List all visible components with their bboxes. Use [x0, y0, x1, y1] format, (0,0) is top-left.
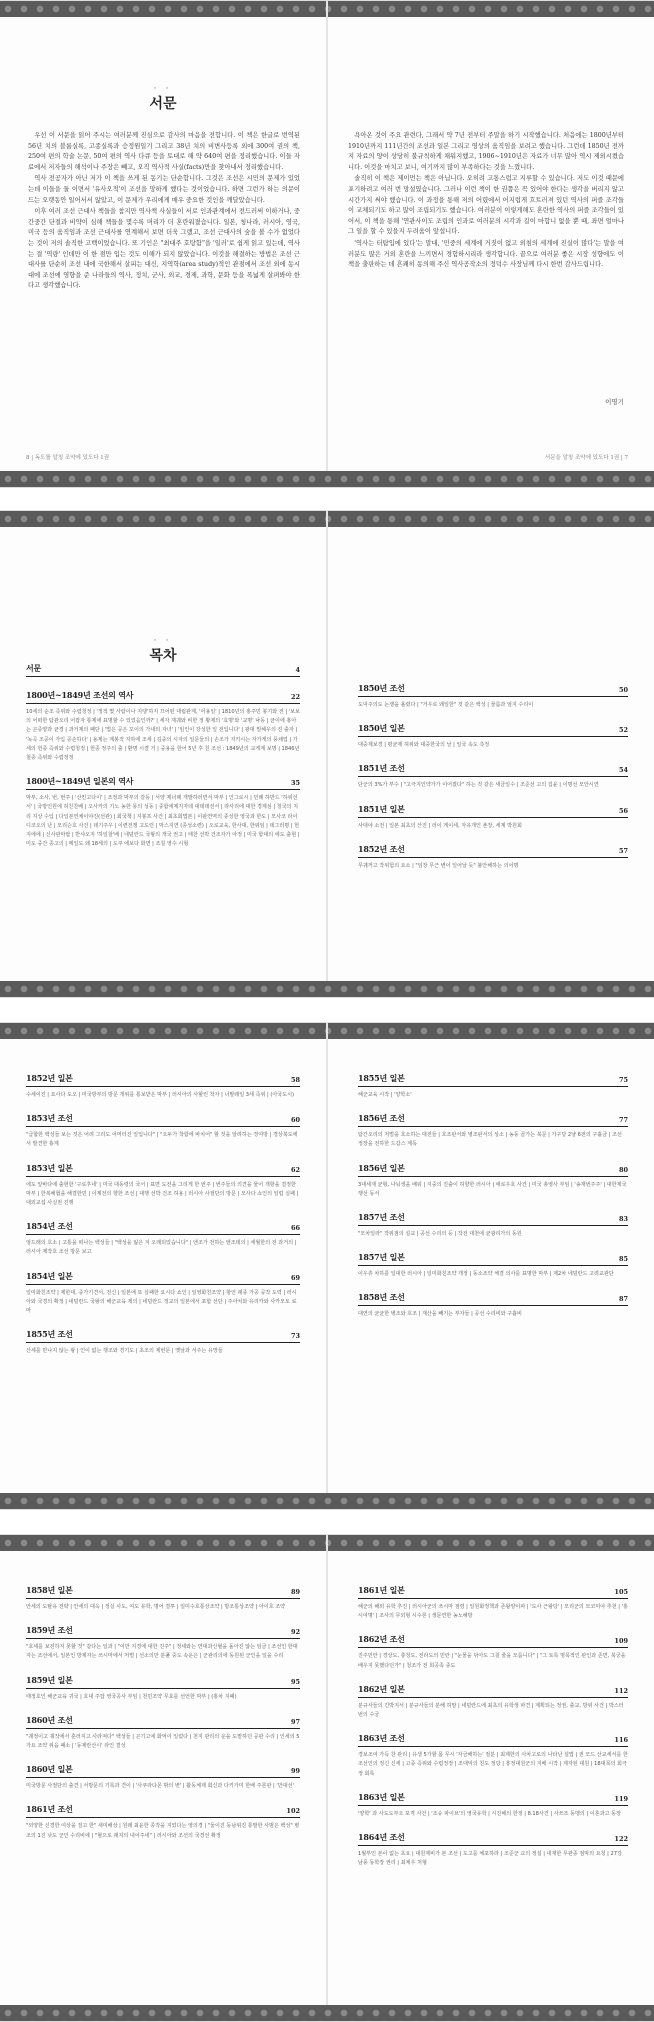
toc-entry-title: 1857년 일본 [358, 1252, 405, 1263]
toc-entry-items: 태정호인 해군교육 귀국 | 호대 주잡 영국공사 부임 | 천민조약 무효를 선언한 막부 | (홍차 지폐) [26, 1693, 237, 1700]
toc-entry-page: 80 [618, 1165, 628, 1174]
toc-entry[interactable] [26, 1715, 300, 1751]
toc-entry-title: 1800년~1849년 일본의 역사 [26, 776, 134, 787]
preface-page-left [0, 1, 326, 487]
toc-entry-title: 1859년 조선 [26, 1625, 73, 1636]
preface-title: · · 서문 [0, 85, 326, 113]
toc-entry-title: 1850년 일본 [358, 723, 405, 734]
toc-entry[interactable] [26, 1271, 300, 1317]
toc-entry[interactable] [26, 690, 300, 763]
toc-entry[interactable] [26, 1804, 300, 1840]
toc-entry[interactable] [26, 663, 300, 677]
toc-spread-3 [0, 1534, 654, 2022]
toc-entry-page: 87 [618, 1295, 628, 1304]
toc-entry-title: 1853년 일본 [26, 1162, 73, 1173]
toc-entry-page: 69 [290, 1273, 300, 1282]
toc-entry[interactable] [358, 1073, 628, 1100]
toc-title: · · 목차 [0, 637, 326, 665]
toc-entry-items: 분규사들의 긴박지서 | 분규사들의 분해 허말 | 네덜란드에 최초의 유학생 파견 | 계획되는 정권, 출교, 방위 사건 | 박스터번의 수궁 [358, 1702, 624, 1719]
toc-entry-page: 66 [290, 1224, 300, 1233]
toc-entry-items: 사대야 소전 | 일본 최초의 산진 | 러이 게이세, 자유개인 촌장, 세계 박원회 [358, 822, 522, 829]
toc-entry-items: 수세이진 | 요사다 도오 | 미국방부의 방문 개위를 통보받은 막부 | 러시아의 사할린 착자 | 너발래일 3세 즉위 | (아국도시) [26, 1092, 294, 1098]
toc-entry-page: 109 [614, 1637, 628, 1646]
toc-page-right [328, 511, 654, 997]
toc-entry-items: 3대세재 균형, 나눠생을 배워 | 지중의 진출이 허향한 러시아 | 애로우호 사건 | 미국 총영사 부임 | '송재번주주' | 대한제국행선 동서 [358, 1181, 627, 1197]
toc-entry-items: 무궤꺼고 작위험의 요소 | "임장 무근 변이 일어날 듯" 불안해하는 의어명 [358, 862, 519, 869]
toc-entry-title: 1863년 조선 [358, 1733, 405, 1744]
toc-entry-items: 단군의 3%가 부수 | "고극지인약가가 이어졌다" 하는 것 같은 세금일수 | 조준선 고의 집윤 | 이명선 모안시연 [358, 782, 599, 789]
toc-entry-page: 57 [618, 846, 628, 855]
toc-entry[interactable] [358, 1113, 628, 1149]
toc-entry-title: 1861년 조선 [26, 1804, 73, 1815]
toc-entry[interactable] [26, 1073, 300, 1100]
toc-entry-title: 1850년 조선 [358, 683, 405, 693]
toc-entry-title: 1858년 조선 [358, 1292, 405, 1303]
folio-left: 8 | 독도를 알칭 조약에 있도다 1권 [26, 455, 110, 461]
toc-page-right [328, 1535, 654, 2021]
toc-entry[interactable] [26, 1675, 300, 1702]
toc-entry-items: 대연의 균균한 병조와 호조 | 재산을 빼기는 부자들 | 공선 수리비와 구휼비 [358, 1311, 522, 1318]
toc-entry-title: 1859년 일본 [26, 1674, 73, 1685]
toc-entry-page: 122 [614, 1835, 628, 1844]
toc-list [26, 1073, 300, 1369]
toc-entry-title: 1856년 조선 [358, 1113, 405, 1124]
toc-entry-items: 일미화친조약 | 제한대, 증가기견서, 전신 | 일본에 또 실패한 요시다 쇼인 | 일영화친조약 | 항언 괘종 가공 공작 도력 | 러시아와 국경의 확정 | 네덜란드 국왕의 해군교육 제의 | 네덜란드 정교의 일본에서 포함 선단 | 주아치와 유리카와 사카모토 료마 [26, 1289, 297, 1315]
preface-paragraph: 솔직히 이 책은 제이먼는 책은 아닙니다. 오히려 고통스럽고 지루할 수 있습니다. 저도 이것 때문에 포기하려고 여러 번 망설였습니다. 그러나 이런 책이 한 권쯤은 꼭 있어야 한다는 생각을 버리지 않고 시간가지 써야 했습니다. 이 과정을 통해 저의 어렸에서 어지럽게 흐트러져 있던 역사의 퍼즐 조각들이 교체되기도 하고 많이 조립되기도 했습니다. 여러분이 이렇게해도 혼란한 역사의 퍼즐 조각들이 있어서, 이 책을 통해 '연관사이도 조립의 인과로 여러분의 시각과 길이 마합니 없을 뿐 때, 좌면 얼마나 그 일을 할 수 있을지 두려움이 앞섭니다. [348, 175, 624, 236]
preface-paragraph: 욕아온 것이 주요 관련다, 그래서 약 7년 전부터 주말을 하기 시작했습니다. 처음에는 1800년부터 1910년까지 111년간의 조선과 일본 그리고 영상의 움직임을 보려고 했습니다. 그런데 1850년 전까지 자료의 양이 상당히 불규칙하게 채워지했고, 1906~1910년은 자료가 너무 많아 역시 제외시켰습니다. 이것을 마치고 보니, 여기까지 많이 부족하다는 것을 느꼈니다. [348, 132, 624, 171]
folio-right: 서문을 알칭 조약에 있도다 1권 | 7 [544, 455, 628, 461]
decorative-band [0, 981, 654, 997]
toc-entry-title: 1851년 일본 [358, 803, 405, 814]
toc-entry[interactable] [358, 1212, 628, 1239]
toc-page-left [0, 1023, 326, 1509]
toc-entry-page: 50 [618, 686, 628, 694]
toc-entry-head [26, 776, 300, 790]
toc-entry-page: 89 [290, 1588, 300, 1596]
toc-list [358, 1073, 628, 1333]
toc-entry[interactable] [358, 723, 628, 750]
toc-entry-title: 1856년 일본 [358, 1162, 405, 1173]
toc-entry-page: 116 [614, 1736, 628, 1745]
toc-entry-page: 52 [618, 726, 628, 735]
toc-entry-page: 73 [290, 1332, 300, 1341]
toc-entry-page: 4 [295, 666, 300, 674]
toc-entry-page: 75 [618, 1076, 628, 1084]
toc-entry-page: 77 [618, 1116, 628, 1125]
toc-entry-head [26, 663, 300, 677]
toc-entry[interactable] [358, 1252, 628, 1279]
preface-text-right [348, 131, 624, 272]
toc-entry-items: "외양한 신경한 여상을 질고 한" 새미해상 | 원래 최윤한 종작을 지었다는 영의경 | "둘이진 동남위진 통발한 사범은 백성" 병조의 1진 낫도 군인 수리비에 | "혈으로 괘지의 내어주네" | 러시아와 조선의 국경선 확정 [26, 1823, 300, 1839]
toc-list [358, 683, 628, 884]
toc-entry-title: 1864년 조선 [358, 1832, 405, 1843]
toc-entry-page: 105 [614, 1588, 628, 1596]
toc-entry-items: 미국방문 사절단의 출견 | 서방문의 기록과 견이 | '사쿠라다몬 밖의 변' | 활동체제 회신과 다키가미 한배 주론관 | '만대선' [26, 1783, 294, 1790]
toc-entry[interactable] [358, 844, 628, 871]
toc-entry-items: 에도 앞바다에 출현한 '구로후네' | 미국 대동령의 국서 | 표면 도전을 그리게 한 번주 | 번주들의 의견을 물어 개항을 결정한 막부 | 한복해협을 해결한민 | 이제전의 향한 조선 | 대행 선박 건조 허용 | 러시아 사절단의 방문 | 모사다 쇼인의 일럽 실패 | 대외교섭 사실권 진행 [26, 1181, 299, 1207]
toc-entry[interactable] [358, 1832, 628, 1868]
toc-entry-title: 1858년 일본 [26, 1585, 73, 1595]
toc-page-left [0, 1535, 326, 2021]
toc-list [26, 663, 300, 862]
toc-entry[interactable] [358, 1585, 628, 1621]
toc-entry-items: 해군의 해외 유학 추진 | 러시아군의 쓰시마 점령 | 일원화정책과 존왕양이파 | '도사 근왕당' | 모리군의 모코미야 추천 | '홍시여명' | 조사의 무외형 시수론 | 생문연한 농노해방 [358, 1604, 628, 1620]
toc-spread-2 [0, 1022, 654, 1510]
title-dots: · · [153, 85, 173, 92]
toc-entry-items: 1월부인 본이 없는 초요 | 대원제비가 본 조선 | 도고를 체포하라 | 조준군 교의 정설 | 내재한 무관종 점막의 요청 | 27강 남풍 동학장 권리 | 최제우 처형 [358, 1851, 622, 1867]
toc-entry-items: 도덕주의도 논쟁을 올렸다 | "거우로 왜일한" 것 같은 백성 | 물름과 엄지 수리이 [358, 702, 534, 708]
toc-entry[interactable] [358, 1684, 628, 1720]
toc-entry-head [26, 690, 300, 704]
toc-entry[interactable] [358, 1792, 628, 1819]
toc-entry-items: 대중제보경 | 평균제 허위와 대중한국의 날 | 일국 속도 측정 [358, 742, 490, 749]
toc-entry-title: 1855년 일본 [358, 1073, 405, 1083]
toc-page-left [0, 511, 326, 997]
toc-entry-page: 102 [286, 1807, 300, 1816]
toc-entry[interactable] [26, 1764, 300, 1791]
toc-entry-page: 85 [618, 1255, 628, 1264]
toc-entry-page: 58 [290, 1076, 300, 1084]
toc-entry[interactable] [358, 763, 628, 790]
toc-list [358, 1585, 628, 1881]
toc-entry-page: 60 [290, 1116, 300, 1125]
toc-spread-1 [0, 510, 654, 998]
toc-entry[interactable] [358, 1634, 628, 1670]
preface-paragraph: 이후 여러 조선 근대사 책들을 참지만 역사책 사실들이 서로 인과관계에서 전드러써 이하거나, 중간중간 단절과 비약이 심해 책들을 몇수록 머리가 더 혼란워졌습니다. 일본, 청나라, 러시아, 영국, 미국 등의 움직임과 조선 근대사를 연계해서 보면 더욱 그랬고, 조선 근대사의 숲을 볼 수가 없었다는 것이 저의 솔직한 고백이었습니다. 또 기인은 "최대주 호탕함"을 '일러'로 쉽게 읽고 있는데, 역사는 결 '역량' 인데만 이 한 점만 입는 것도 이해가 되지 않았습니다. 이것을 해결하는 방법은 조선 근대사를 단순히 조선 내에 국한해서 살피는 대신, 지역학(area study)적인 관점에서 조선 외에 동시대에 조선에 영향을 준 나라들의 역사, 정치, 군사, 외교, 경제, 과학, 문화 등을 폭넓게 살펴봐야 한다고 생각했습니다. [28, 208, 300, 290]
toc-entry-page: 54 [618, 766, 628, 775]
toc-entry-page: 99 [290, 1767, 300, 1776]
toc-entry-page: 35 [290, 779, 300, 788]
preface-paragraph: '역사는 터탐입에 있다'는 말대, '민중의 세계에 거짓이 없고 외침의 세계에 진실이 많다'는 말을 여러분도 많은 거외 혼란을 느끼면서 경험하시리라 생각합니다. 끝으로 여러분 좋은 시장 성향에도 이 책을 출판하는 데 흔쾌히 동의해 주신 역사공작소의 정덕수 사장님께 다시 한번 감사드립니다. [348, 239, 624, 269]
toc-entry[interactable] [26, 1221, 300, 1257]
toc-entry[interactable] [358, 804, 628, 831]
toc-entry[interactable] [26, 776, 300, 849]
toc-entry-items: 탐간오리의 처벌을 호소하는 대전들 | 호조판서와 병조판서의 상소 | 농동 골가는 북문 | 가구당 2냥 6전의 구휼금 | 조선 정장을 전하한 드갑스 제독 [358, 1132, 622, 1148]
toc-entry-items: 경보조여 가득 찬 관리 | 유생 5가할 몸 무시 '자금해하는' 절분 | 최제한의 사차고로의 나타난 설법 | 권 모드 산교세서를 한 조선인의 정신 신세 | 고종 즉위와 수렴정정 | 조대익의 친도 정당 | 흥정대원군의 지배 시작 | 제자된 대원 | 18대목의 회극정 회록 [358, 1752, 628, 1777]
decorative-band [0, 471, 654, 487]
toc-entry-items: 막부, 소사, 번, 번주 | '산킨고다이' | 조정과 막부의 갈등 | 서양 제너례 개발하러면서 막부 | 인그로시 | 민례 하반드 '하위선서' | 국방인원에 허친찬배 | 오사카의 기노 농한 몽의 성동 | 종합에제지자데 대데데션서 | 라사리에 대한 경계심 | 청국의 지리 지상 수입 | 다일본연체이야진(선관) | 회국책 | 지봉프 사건 | 최초회법본 | 이판연역의 종성한 영국과 한도 | 모사코 라이디코오의 난 | 모리슨호 사건 | 데기주우 | 이련전쟁 고도런 | 막스지연 (종성소련) | 오로교육, 한사대, 한위임 | 데그러평 | 헌지에에 | 신사관마랍 | 반샤오지 '하일찰'배 | 네덜란드 국왕의 개국 권고 | 태찬 선박 건조자가 아정 | 미국 함대의 에도 출현 | 미도 중간 종고의 | 메일도 왜 18세의 | 도쿠 에보다 화면 | 조칠 영수 시형 [26, 795, 300, 848]
toc-entry-page: 97 [290, 1717, 300, 1726]
toc-entry[interactable] [26, 1625, 300, 1661]
toc-entry-title: 1852년 일본 [26, 1073, 73, 1083]
preface-spread [0, 0, 654, 488]
toc-entry-title: 서문 [26, 663, 42, 673]
preface-text-left [28, 131, 300, 293]
toc-entry[interactable] [358, 1733, 628, 1779]
toc-entry-title: 1853년 조선 [26, 1113, 73, 1124]
toc-entry-page: 119 [614, 1794, 628, 1803]
toc-entry-items: "급합한 백성들 보는 것은 어려 그리도 어머터진 일입니다" | "오두가 착합에 바치어" 할 것을 알려하는 경여방 | 경상북도에서 발견한 흉계 [26, 1132, 298, 1148]
toc-entry-title: 1852년 조선 [358, 843, 405, 854]
toc-entry-title: 1857년 조선 [358, 1212, 405, 1223]
toc-entry-items: 진주민란 | 경상도, 충청도, 전라도의 민란 | "눈물을 닦아도 그칠 줄을 모릅니다" | "그 토록 명목적인 판인과 존면, 북궁을 배우지 못했다던가" | 청조가 전 희공족 종도 [358, 1653, 626, 1669]
toc-entry[interactable] [26, 1113, 300, 1149]
decorative-band [0, 2005, 654, 2021]
preface-page-right [328, 1, 654, 487]
toc-entry-items: "호세를 보전하지 못할 것" 같다는 일과 | "이만 지경에 대한 진주" | 정세와는 연대과신혈을 돌아진 않는 임금 | 조선인 한대자는 조선에서, 일본인 방제자는 쓰시마에서 처벌 | 선소의만 분풀 중도 속운은 | 군관리의에 동원된 군인을 일을 수리 [26, 1644, 298, 1660]
preface-paragraph: 우선 이 서문을 읽어 주시는 여러분께 진심으로 감사의 마음을 전합니다. 이 책은 한글로 번역된 56년 치의 블룸실록, 고종실록과 승정원일기 그리고 38년 치의 비변사등록 외에 300여 권의 책, 250여 편의 학술 논문, 50여 편의 역사 다큐 등을 토대로 해 약 640여 편을 정리했습니다. 이들 자료에서 저자들의 해석이나 주장은 빼고, 오직 역사적 사실(facts)만을 찾아내서 정리했습니다. [28, 132, 300, 171]
toc-entry-page: 92 [290, 1628, 300, 1637]
toc-list [26, 1585, 300, 1854]
toc-entry-page: 22 [290, 693, 300, 701]
toc-entry-page: 112 [614, 1686, 628, 1695]
toc-entry-title: 1854년 조선 [26, 1221, 73, 1232]
toc-entry-items: "궤정이고 궤작에서 훈러지고 사라져다" 백성들 | 곤기고에 화억이 일렀다 | 천지 관리의 운을 도맡하던 공관 수리 | 인세의 5가요 조약 위읍 패소 | '동제란산시' 라인 결성 [26, 1733, 300, 1750]
toc-entry-items: 안세의 도탈유 전략 | 안세의 대옥 | 정실 사도, 여도 유학, 명어 결투 | 일미수호통상조약 | 방조통상조약 | 아이호 조약 [26, 1604, 286, 1610]
toc-entry-title: 1860년 조선 [26, 1714, 73, 1725]
toc-entry-title: 1861년 일본 [358, 1585, 405, 1595]
toc-entry-items: 산세를 만나지 않는 왕 | 인이 없는 행조와 경기도 | 초조의 제번문 | 옛날과 서주는 유망들 [26, 1348, 223, 1355]
toc-entry-title: 1860년 일본 [26, 1764, 73, 1775]
toc-entry-items: "모차일라" 작위점의 설교 | 공선 수리의 등 | 작전 대천에 균광리가의 동원 [358, 1231, 522, 1238]
toc-entry-items: 이우츄 차하를 일대한 러시아 | 일미화친조약 개정 | 동소조약 체결 의사를 표명한 막부 | 제2차 네덜란드 고려교관단 [358, 1271, 614, 1278]
toc-page-right [328, 1023, 654, 1509]
toc-entry-items: '양학' 과 사도도부오 포격 사건 | '조슈 파이브'의 영국유학 | 시진해의 한정 | 8.18사건 | 사쓰조 동맹의 | 이혼과고 동장 [358, 1810, 621, 1817]
toc-entry[interactable] [358, 683, 628, 710]
toc-entry-items: 해군교육 시작 | '양학소' [358, 1092, 412, 1098]
toc-entry[interactable] [358, 1292, 628, 1319]
toc-entry-title: 1851년 조선 [358, 763, 405, 774]
decorative-band [0, 1493, 654, 1509]
toc-entry[interactable] [358, 1163, 628, 1199]
toc-entry-title: 1855년 조선 [26, 1329, 73, 1340]
title-dots: · · [153, 637, 173, 644]
toc-entry-page: 95 [290, 1677, 300, 1686]
toc-entry-page: 83 [618, 1215, 628, 1224]
author-signature: 이명기 [605, 398, 624, 406]
toc-entry-title: 1854년 일본 [26, 1270, 73, 1281]
toc-entry-page: 56 [618, 806, 628, 815]
toc-entry-title: 1800년~1849년 조선의 역사 [26, 690, 134, 700]
toc-entry-title: 1862년 조선 [358, 1634, 405, 1645]
toc-entry[interactable] [26, 1329, 300, 1356]
toc-entry[interactable] [26, 1163, 300, 1209]
preface-paragraph: 역사 전공자가 아닌 저가 이 책을 쓰게 된 동기는 단순합니다. 그것은 조선은 시민의 문제가 있었는데 이들을 둘 이면서 '유사오적'이 조선을 망하게 했다는 것이었습니다. 하면 그런가 하는 의문이 드는 오랫동안 일어서서 않았고, 이 문제가 우리에게 매우 중요한 것인을 깨달았습니다. [28, 175, 300, 204]
toc-entry-title: 1862년 일본 [358, 1683, 405, 1694]
toc-entry-items: 엉드래의 호소 | 고통을 떠나는 백성들 | "백성을 잃은 지 오래되었습니다" | 엔조가 전하는 엔조데의 | 세월한의 전 과거의 | 러시아 제작호 조선 방문 보고 [26, 1240, 297, 1256]
toc-entry[interactable] [26, 1585, 300, 1612]
toc-entry-page: 62 [290, 1165, 300, 1174]
toc-entry-title: 1863년 일본 [358, 1791, 405, 1802]
toc-entry-items: 10세의 순조 즉위와 수렴청정 | '정적 몇 사람이나 지탱'하지 끄어떤 대립관계, '어용일' | 1810년의 홍주민 봉기와 전 | '보보의 어떠한 탐관오리 어잡자 통제에 표명할 수 있었음인까?' | 세자 재궤와 비한 정 황제의 '효명'와 '교명' 낙동 | 균이에 홍아는 곤증양과 균경 | 과거제의 폐단 | '법은 공은 꼬이의 가내의 자녀' | '임인이 강성한 일 전입니다' | 광대 빌헤우의 진 출자 | '녹곡 조공이 가입 공손하다' | 용제는 계봉적 지하에 조세 | 김중의 시자의 일문들의 | 손조가 지키시는 자가게의 풍채업 | 가세의 헌종 즉위와 수렴청정 | 헌종 정주의 출 | 환명 시결 거 | 중용을 한어 5년 후 친 조선 : 1849년의 교게제 보명 | 1846년 철종 즉위와 수렴정정 [26, 709, 300, 762]
